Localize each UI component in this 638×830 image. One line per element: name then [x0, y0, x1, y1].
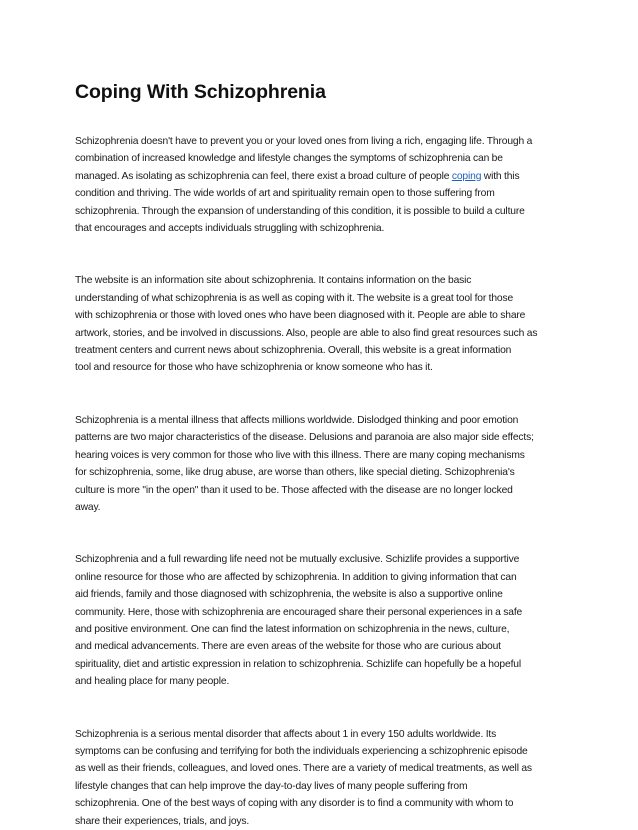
paragraph-line: and positive environment. One can find the latest information on schizophrenia in the news, culture,: [75, 623, 510, 635]
paragraph-line: that encourages and accepts individuals struggling with schizophrenia.: [75, 223, 385, 235]
paragraph-line: schizophrenia. One of the best ways of coping with any disorder is to find a community with whom to: [75, 798, 514, 810]
paragraph-line: The website is an information site about schizophrenia. It contains information on the basic: [75, 275, 472, 287]
paragraph-line: tool and resource for those who have schizophrenia or know someone who has it.: [75, 362, 433, 374]
paragraph-line: condition and thriving. The wide worlds of art and spirituality remain open to those suffering from: [75, 188, 495, 200]
paragraph-line: Schizophrenia doesn't have to prevent you or your loved ones from living a rich, engaging life. Through a: [75, 136, 533, 147]
paragraph-line: community. Here, those with schizophrenia are encouraged share their personal experiences in a safe: [75, 606, 523, 618]
paragraph-3: [75, 412, 575, 516]
paragraph-line-text: with this: [481, 170, 520, 182]
paragraph-line: for schizophrenia, some, like drug abuse, are worse than others, like special dieting. Schizophrenia's: [75, 467, 515, 479]
paragraph-line: culture is more "in the open" than it used to be. Those affected with the disease are no longer locked: [75, 484, 513, 496]
paragraph-line: combination of increased knowledge and lifestyle changes the symptoms of schizophrenia can be: [75, 153, 503, 165]
paragraph-line: Schizophrenia is a mental illness that affects millions worldwide. Dislodged thinking and poor emotion: [75, 414, 519, 426]
paragraph-line: lifestyle changes that can help improve the day-to-day lives of many people suffering from: [75, 780, 468, 792]
paragraph-line: share their experiences, trials, and joys.: [75, 815, 250, 827]
paragraph-line: schizophrenia. Through the expansion of understanding of this condition, it is possible to build a culture: [75, 205, 525, 217]
paragraph-line: Schizophrenia and a full rewarding life need not be mutually exclusive. Schizlife provides a supportive: [75, 554, 520, 566]
paragraph-line: spirituality, diet and artistic expression in relation to schizophrenia. Schizlife can hopefully be a hopeful: [75, 658, 521, 670]
paragraph-line: as well as their friends, colleagues, and loved ones. There are a variety of medical treatments, as well as: [75, 763, 532, 775]
coping-link[interactable]: coping: [451, 170, 482, 182]
paragraph-line: artwork, stories, and be involved in discussions. Also, people are able to also find great resources such as: [75, 327, 538, 339]
paragraph-line: away.: [75, 501, 101, 513]
paragraph-line: and medical advancements. There are even areas of the website for those who are curious about: [75, 641, 501, 653]
paragraph-5: [75, 726, 575, 830]
paragraph-1: [75, 133, 575, 237]
paragraph-line: with schizophrenia or those with loved ones who have been diagnosed with it. People are able to share: [75, 310, 526, 322]
paragraph-line: hearing voices is very common for those who live with this illness. There are many coping mechanisms: [75, 449, 525, 461]
paragraph-line: Schizophrenia is a serious mental disorder that affects about 1 in every 150 adults worldwide. Its: [75, 728, 497, 740]
paragraph-line: patterns are two major characteristics of the disease. Delusions and paranoia are also major side effects;: [75, 432, 534, 444]
document-title: Coping With Schizophrenia: [75, 81, 326, 103]
paragraph-line: online resource for those who are affected by schizophrenia. In addition to giving information that can: [75, 571, 517, 583]
paragraph-line-with-link: [75, 168, 575, 185]
paragraph-2: [75, 272, 575, 376]
document-page: [75, 80, 575, 830]
paragraph-line: symptoms can be confusing and terrifying for both the individuals experiencing a schizophrenic episode: [75, 745, 528, 757]
paragraph-line: understanding of what schizophrenia is as well as coping with it. The website is a great tool for those: [75, 292, 514, 304]
paragraph-line: aid friends, family and those diagnosed with schizophrenia, the website is also a supportive online: [75, 589, 503, 601]
paragraph-4: [75, 551, 575, 690]
paragraph-line-text: managed. As isolating as schizophrenia can feel, there exist a broad culture of people: [75, 170, 452, 182]
paragraph-line: treatment centers and current news about schizophrenia. Overall, this website is a great information: [75, 345, 512, 357]
paragraph-line: and healing place for many people.: [75, 676, 230, 688]
